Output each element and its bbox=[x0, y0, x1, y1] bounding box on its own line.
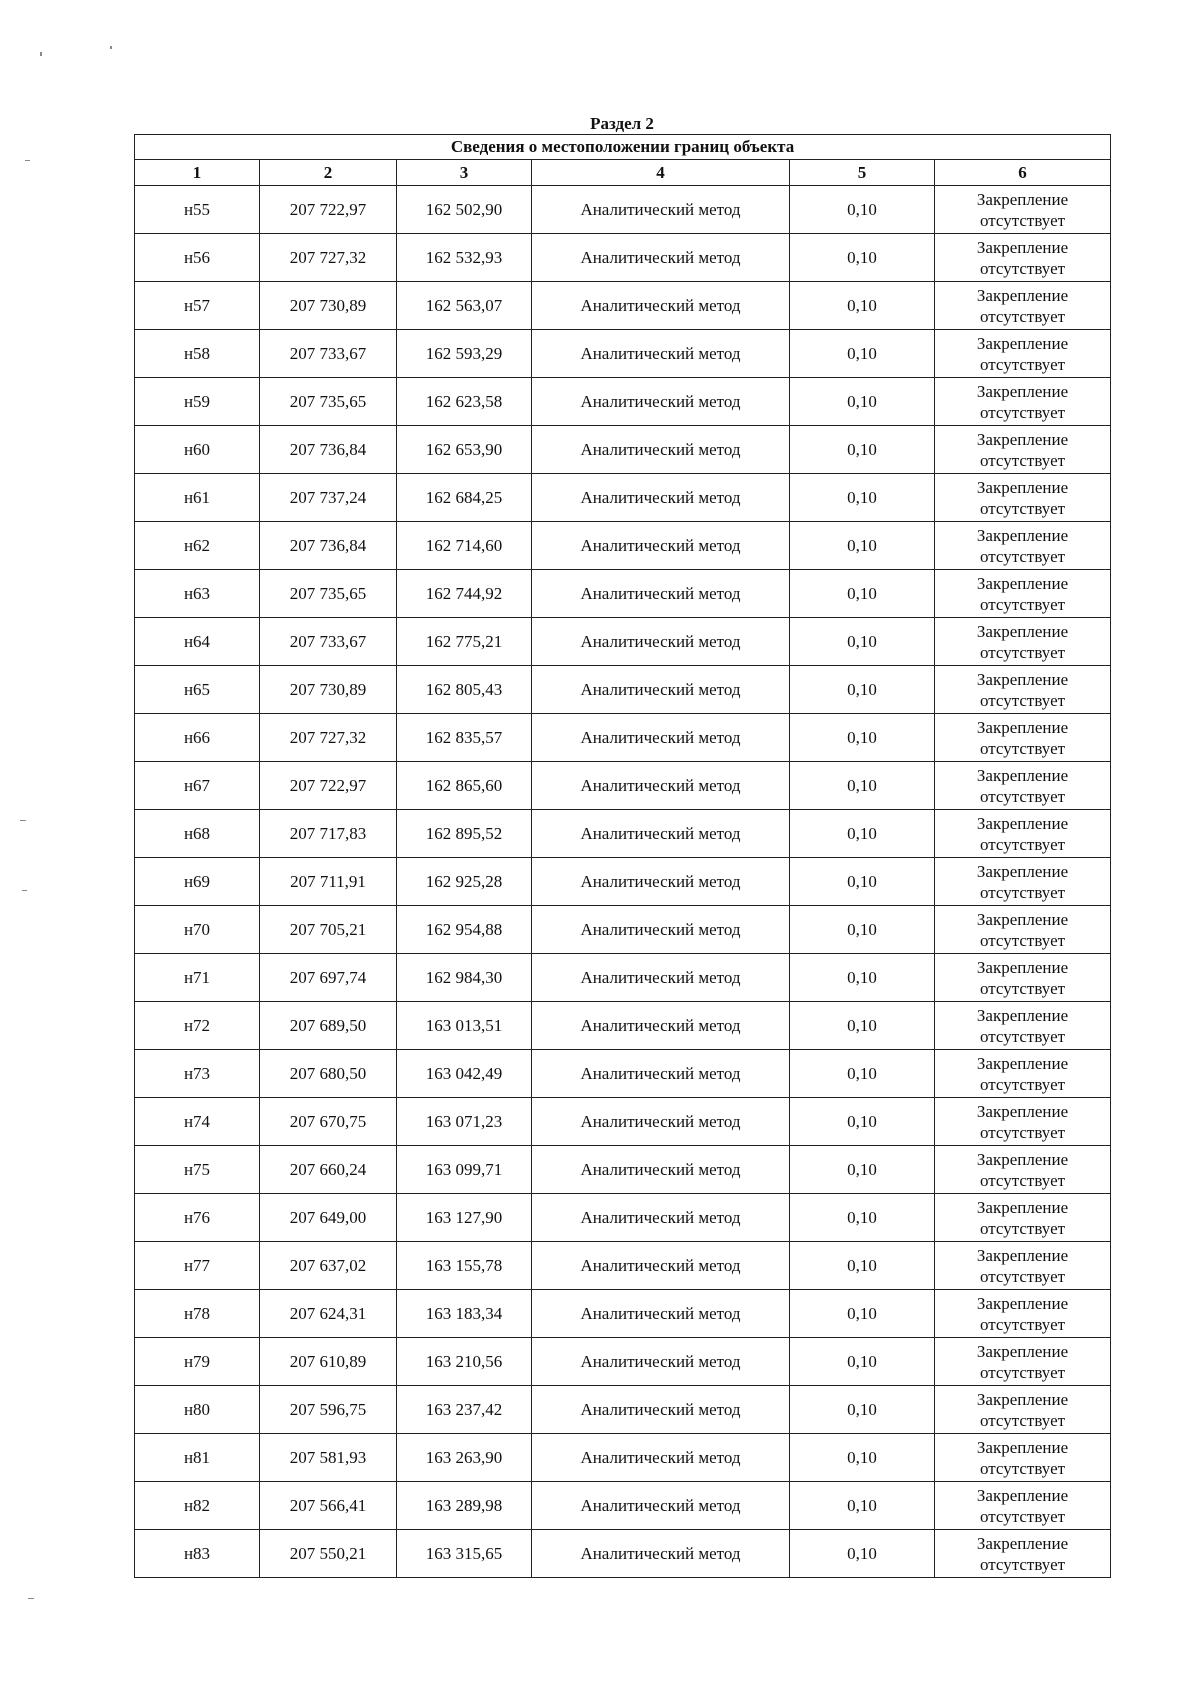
accuracy-cell: 0,10 bbox=[790, 1434, 935, 1482]
table-row bbox=[135, 1386, 1111, 1434]
fixing-description-cell: Закрепление отсутствует bbox=[935, 378, 1111, 426]
table-row bbox=[135, 186, 1111, 234]
y-coordinate-cell: 162 502,90 bbox=[397, 186, 532, 234]
y-coordinate-cell: 162 805,43 bbox=[397, 666, 532, 714]
point-name-cell: н73 bbox=[135, 1050, 260, 1098]
table-row bbox=[135, 1098, 1111, 1146]
fixing-description-cell: Закрепление отсутствует bbox=[935, 762, 1111, 810]
y-coordinate-cell: 162 563,07 bbox=[397, 282, 532, 330]
fixing-description-cell: Закрепление отсутствует bbox=[935, 1386, 1111, 1434]
y-coordinate-cell: 163 210,56 bbox=[397, 1338, 532, 1386]
x-coordinate-cell: 207 581,93 bbox=[260, 1434, 397, 1482]
x-coordinate-cell: 207 649,00 bbox=[260, 1194, 397, 1242]
x-coordinate-cell: 207 660,24 bbox=[260, 1146, 397, 1194]
fixing-description-cell: Закрепление отсутствует bbox=[935, 426, 1111, 474]
y-coordinate-cell: 162 744,92 bbox=[397, 570, 532, 618]
table-row bbox=[135, 714, 1111, 762]
method-cell: Аналитический метод bbox=[532, 1050, 790, 1098]
table-row bbox=[135, 858, 1111, 906]
x-coordinate-cell: 207 689,50 bbox=[260, 1002, 397, 1050]
point-name-cell: н61 bbox=[135, 474, 260, 522]
point-name-cell: н63 bbox=[135, 570, 260, 618]
point-name-cell: н70 bbox=[135, 906, 260, 954]
x-coordinate-cell: 207 730,89 bbox=[260, 282, 397, 330]
y-coordinate-cell: 163 127,90 bbox=[397, 1194, 532, 1242]
x-coordinate-cell: 207 566,41 bbox=[260, 1482, 397, 1530]
column-number: 1 bbox=[135, 160, 260, 186]
fixing-description-cell: Закрепление отсутствует bbox=[935, 618, 1111, 666]
y-coordinate-cell: 163 315,65 bbox=[397, 1530, 532, 1578]
fixing-description-cell: Закрепление отсутствует bbox=[935, 570, 1111, 618]
point-name-cell: н68 bbox=[135, 810, 260, 858]
method-cell: Аналитический метод bbox=[532, 906, 790, 954]
x-coordinate-cell: 207 736,84 bbox=[260, 426, 397, 474]
accuracy-cell: 0,10 bbox=[790, 186, 935, 234]
point-name-cell: н59 bbox=[135, 378, 260, 426]
y-coordinate-cell: 162 653,90 bbox=[397, 426, 532, 474]
method-cell: Аналитический метод bbox=[532, 1242, 790, 1290]
fixing-description-cell: Закрепление отсутствует bbox=[935, 1530, 1111, 1578]
accuracy-cell: 0,10 bbox=[790, 1194, 935, 1242]
x-coordinate-cell: 207 637,02 bbox=[260, 1242, 397, 1290]
method-cell: Аналитический метод bbox=[532, 1146, 790, 1194]
fixing-description-cell: Закрепление отсутствует bbox=[935, 1002, 1111, 1050]
method-cell: Аналитический метод bbox=[532, 522, 790, 570]
method-cell: Аналитический метод bbox=[532, 858, 790, 906]
accuracy-cell: 0,10 bbox=[790, 666, 935, 714]
point-name-cell: н75 bbox=[135, 1146, 260, 1194]
y-coordinate-cell: 162 593,29 bbox=[397, 330, 532, 378]
x-coordinate-cell: 207 550,21 bbox=[260, 1530, 397, 1578]
table-row bbox=[135, 1482, 1111, 1530]
point-name-cell: н77 bbox=[135, 1242, 260, 1290]
point-name-cell: н76 bbox=[135, 1194, 260, 1242]
column-number: 3 bbox=[397, 160, 532, 186]
y-coordinate-cell: 163 099,71 bbox=[397, 1146, 532, 1194]
method-cell: Аналитический метод bbox=[532, 1338, 790, 1386]
method-cell: Аналитический метод bbox=[532, 618, 790, 666]
y-coordinate-cell: 163 013,51 bbox=[397, 1002, 532, 1050]
accuracy-cell: 0,10 bbox=[790, 810, 935, 858]
scan-speck bbox=[22, 890, 27, 891]
point-name-cell: н74 bbox=[135, 1098, 260, 1146]
scan-speck bbox=[110, 46, 112, 49]
y-coordinate-cell: 162 623,58 bbox=[397, 378, 532, 426]
method-cell: Аналитический метод bbox=[532, 1530, 790, 1578]
section-title: Раздел 2 bbox=[590, 114, 654, 133]
table-row bbox=[135, 234, 1111, 282]
method-cell: Аналитический метод bbox=[532, 1098, 790, 1146]
table-row bbox=[135, 282, 1111, 330]
method-cell: Аналитический метод bbox=[532, 474, 790, 522]
accuracy-cell: 0,10 bbox=[790, 954, 935, 1002]
y-coordinate-cell: 163 042,49 bbox=[397, 1050, 532, 1098]
point-name-cell: н58 bbox=[135, 330, 260, 378]
accuracy-cell: 0,10 bbox=[790, 1482, 935, 1530]
accuracy-cell: 0,10 bbox=[790, 1098, 935, 1146]
y-coordinate-cell: 162 895,52 bbox=[397, 810, 532, 858]
fixing-description-cell: Закрепление отсутствует bbox=[935, 1194, 1111, 1242]
fixing-description-cell: Закрепление отсутствует bbox=[935, 906, 1111, 954]
x-coordinate-cell: 207 733,67 bbox=[260, 618, 397, 666]
y-coordinate-cell: 163 183,34 bbox=[397, 1290, 532, 1338]
point-name-cell: н78 bbox=[135, 1290, 260, 1338]
method-cell: Аналитический метод bbox=[532, 1434, 790, 1482]
x-coordinate-cell: 207 680,50 bbox=[260, 1050, 397, 1098]
method-cell: Аналитический метод bbox=[532, 570, 790, 618]
point-name-cell: н56 bbox=[135, 234, 260, 282]
table-row bbox=[135, 474, 1111, 522]
point-name-cell: н67 bbox=[135, 762, 260, 810]
table-row bbox=[135, 1146, 1111, 1194]
method-cell: Аналитический метод bbox=[532, 1386, 790, 1434]
accuracy-cell: 0,10 bbox=[790, 618, 935, 666]
table-row bbox=[135, 426, 1111, 474]
table-row bbox=[135, 906, 1111, 954]
y-coordinate-cell: 162 984,30 bbox=[397, 954, 532, 1002]
accuracy-cell: 0,10 bbox=[790, 1002, 935, 1050]
method-cell: Аналитический метод bbox=[532, 186, 790, 234]
column-number: 6 bbox=[935, 160, 1111, 186]
x-coordinate-cell: 207 722,97 bbox=[260, 186, 397, 234]
method-cell: Аналитический метод bbox=[532, 762, 790, 810]
table-row bbox=[135, 378, 1111, 426]
scan-speck bbox=[28, 1598, 34, 1599]
x-coordinate-cell: 207 727,32 bbox=[260, 234, 397, 282]
x-coordinate-cell: 207 717,83 bbox=[260, 810, 397, 858]
method-cell: Аналитический метод bbox=[532, 810, 790, 858]
accuracy-cell: 0,10 bbox=[790, 1050, 935, 1098]
fixing-description-cell: Закрепление отсутствует bbox=[935, 954, 1111, 1002]
y-coordinate-cell: 162 714,60 bbox=[397, 522, 532, 570]
accuracy-cell: 0,10 bbox=[790, 906, 935, 954]
column-number: 4 bbox=[532, 160, 790, 186]
y-coordinate-cell: 163 289,98 bbox=[397, 1482, 532, 1530]
accuracy-cell: 0,10 bbox=[790, 234, 935, 282]
x-coordinate-cell: 207 670,75 bbox=[260, 1098, 397, 1146]
method-cell: Аналитический метод bbox=[532, 330, 790, 378]
method-cell: Аналитический метод bbox=[532, 1194, 790, 1242]
accuracy-cell: 0,10 bbox=[790, 570, 935, 618]
accuracy-cell: 0,10 bbox=[790, 1146, 935, 1194]
point-name-cell: н60 bbox=[135, 426, 260, 474]
accuracy-cell: 0,10 bbox=[790, 1530, 935, 1578]
table-row bbox=[135, 666, 1111, 714]
table-row bbox=[135, 1530, 1111, 1578]
method-cell: Аналитический метод bbox=[532, 666, 790, 714]
table-row bbox=[135, 330, 1111, 378]
column-number: 2 bbox=[260, 160, 397, 186]
y-coordinate-cell: 162 954,88 bbox=[397, 906, 532, 954]
x-coordinate-cell: 207 705,21 bbox=[260, 906, 397, 954]
point-name-cell: н64 bbox=[135, 618, 260, 666]
point-name-cell: н83 bbox=[135, 1530, 260, 1578]
table-row bbox=[135, 1434, 1111, 1482]
accuracy-cell: 0,10 bbox=[790, 282, 935, 330]
x-coordinate-cell: 207 624,31 bbox=[260, 1290, 397, 1338]
table-row bbox=[135, 1194, 1111, 1242]
point-name-cell: н79 bbox=[135, 1338, 260, 1386]
method-cell: Аналитический метод bbox=[532, 426, 790, 474]
fixing-description-cell: Закрепление отсутствует bbox=[935, 186, 1111, 234]
x-coordinate-cell: 207 610,89 bbox=[260, 1338, 397, 1386]
fixing-description-cell: Закрепление отсутствует bbox=[935, 1290, 1111, 1338]
fixing-description-cell: Закрепление отсутствует bbox=[935, 1050, 1111, 1098]
accuracy-cell: 0,10 bbox=[790, 522, 935, 570]
y-coordinate-cell: 163 263,90 bbox=[397, 1434, 532, 1482]
fixing-description-cell: Закрепление отсутствует bbox=[935, 1146, 1111, 1194]
table-row bbox=[135, 1338, 1111, 1386]
fixing-description-cell: Закрепление отсутствует bbox=[935, 666, 1111, 714]
accuracy-cell: 0,10 bbox=[790, 1242, 935, 1290]
point-name-cell: н66 bbox=[135, 714, 260, 762]
x-coordinate-cell: 207 736,84 bbox=[260, 522, 397, 570]
x-coordinate-cell: 207 722,97 bbox=[260, 762, 397, 810]
x-coordinate-cell: 207 737,24 bbox=[260, 474, 397, 522]
column-number-row bbox=[135, 160, 1111, 186]
fixing-description-cell: Закрепление отсутствует bbox=[935, 330, 1111, 378]
x-coordinate-cell: 207 735,65 bbox=[260, 570, 397, 618]
accuracy-cell: 0,10 bbox=[790, 762, 935, 810]
table-caption-row bbox=[135, 135, 1111, 160]
table-row bbox=[135, 1050, 1111, 1098]
table-row bbox=[135, 954, 1111, 1002]
accuracy-cell: 0,10 bbox=[790, 1386, 935, 1434]
method-cell: Аналитический метод bbox=[532, 1290, 790, 1338]
scan-speck bbox=[40, 52, 42, 56]
point-name-cell: н80 bbox=[135, 1386, 260, 1434]
point-name-cell: н81 bbox=[135, 1434, 260, 1482]
accuracy-cell: 0,10 bbox=[790, 858, 935, 906]
table-caption: Сведения о местоположении границ объекта bbox=[135, 135, 1111, 160]
fixing-description-cell: Закрепление отсутствует bbox=[935, 858, 1111, 906]
fixing-description-cell: Закрепление отсутствует bbox=[935, 1482, 1111, 1530]
accuracy-cell: 0,10 bbox=[790, 378, 935, 426]
point-name-cell: н62 bbox=[135, 522, 260, 570]
y-coordinate-cell: 162 865,60 bbox=[397, 762, 532, 810]
table-row bbox=[135, 618, 1111, 666]
fixing-description-cell: Закрепление отсутствует bbox=[935, 522, 1111, 570]
y-coordinate-cell: 162 532,93 bbox=[397, 234, 532, 282]
x-coordinate-cell: 207 735,65 bbox=[260, 378, 397, 426]
method-cell: Аналитический метод bbox=[532, 378, 790, 426]
accuracy-cell: 0,10 bbox=[790, 714, 935, 762]
point-name-cell: н71 bbox=[135, 954, 260, 1002]
method-cell: Аналитический метод bbox=[532, 714, 790, 762]
fixing-description-cell: Закрепление отсутствует bbox=[935, 474, 1111, 522]
table-row bbox=[135, 1002, 1111, 1050]
method-cell: Аналитический метод bbox=[532, 1002, 790, 1050]
table-row bbox=[135, 1242, 1111, 1290]
point-name-cell: н82 bbox=[135, 1482, 260, 1530]
fixing-description-cell: Закрепление отсутствует bbox=[935, 714, 1111, 762]
accuracy-cell: 0,10 bbox=[790, 1290, 935, 1338]
boundary-coordinates-table bbox=[134, 134, 1111, 1578]
y-coordinate-cell: 162 775,21 bbox=[397, 618, 532, 666]
method-cell: Аналитический метод bbox=[532, 234, 790, 282]
x-coordinate-cell: 207 727,32 bbox=[260, 714, 397, 762]
point-name-cell: н69 bbox=[135, 858, 260, 906]
y-coordinate-cell: 163 237,42 bbox=[397, 1386, 532, 1434]
scan-speck bbox=[20, 820, 26, 821]
point-name-cell: н65 bbox=[135, 666, 260, 714]
table-row bbox=[135, 570, 1111, 618]
y-coordinate-cell: 163 071,23 bbox=[397, 1098, 532, 1146]
fixing-description-cell: Закрепление отсутствует bbox=[935, 1434, 1111, 1482]
y-coordinate-cell: 162 925,28 bbox=[397, 858, 532, 906]
point-name-cell: н57 bbox=[135, 282, 260, 330]
accuracy-cell: 0,10 bbox=[790, 426, 935, 474]
method-cell: Аналитический метод bbox=[532, 1482, 790, 1530]
fixing-description-cell: Закрепление отсутствует bbox=[935, 234, 1111, 282]
accuracy-cell: 0,10 bbox=[790, 330, 935, 378]
x-coordinate-cell: 207 730,89 bbox=[260, 666, 397, 714]
y-coordinate-cell: 162 835,57 bbox=[397, 714, 532, 762]
fixing-description-cell: Закрепление отсутствует bbox=[935, 1098, 1111, 1146]
point-name-cell: н55 bbox=[135, 186, 260, 234]
fixing-description-cell: Закрепление отсутствует bbox=[935, 810, 1111, 858]
table-row bbox=[135, 810, 1111, 858]
fixing-description-cell: Закрепление отсутствует bbox=[935, 1338, 1111, 1386]
x-coordinate-cell: 207 697,74 bbox=[260, 954, 397, 1002]
method-cell: Аналитический метод bbox=[532, 282, 790, 330]
x-coordinate-cell: 207 596,75 bbox=[260, 1386, 397, 1434]
point-name-cell: н72 bbox=[135, 1002, 260, 1050]
scan-speck bbox=[25, 160, 30, 161]
accuracy-cell: 0,10 bbox=[790, 474, 935, 522]
method-cell: Аналитический метод bbox=[532, 954, 790, 1002]
y-coordinate-cell: 163 155,78 bbox=[397, 1242, 532, 1290]
table-row bbox=[135, 522, 1111, 570]
fixing-description-cell: Закрепление отсутствует bbox=[935, 282, 1111, 330]
table-row bbox=[135, 762, 1111, 810]
column-number: 5 bbox=[790, 160, 935, 186]
fixing-description-cell: Закрепление отсутствует bbox=[935, 1242, 1111, 1290]
accuracy-cell: 0,10 bbox=[790, 1338, 935, 1386]
x-coordinate-cell: 207 711,91 bbox=[260, 858, 397, 906]
y-coordinate-cell: 162 684,25 bbox=[397, 474, 532, 522]
x-coordinate-cell: 207 733,67 bbox=[260, 330, 397, 378]
table-row bbox=[135, 1290, 1111, 1338]
